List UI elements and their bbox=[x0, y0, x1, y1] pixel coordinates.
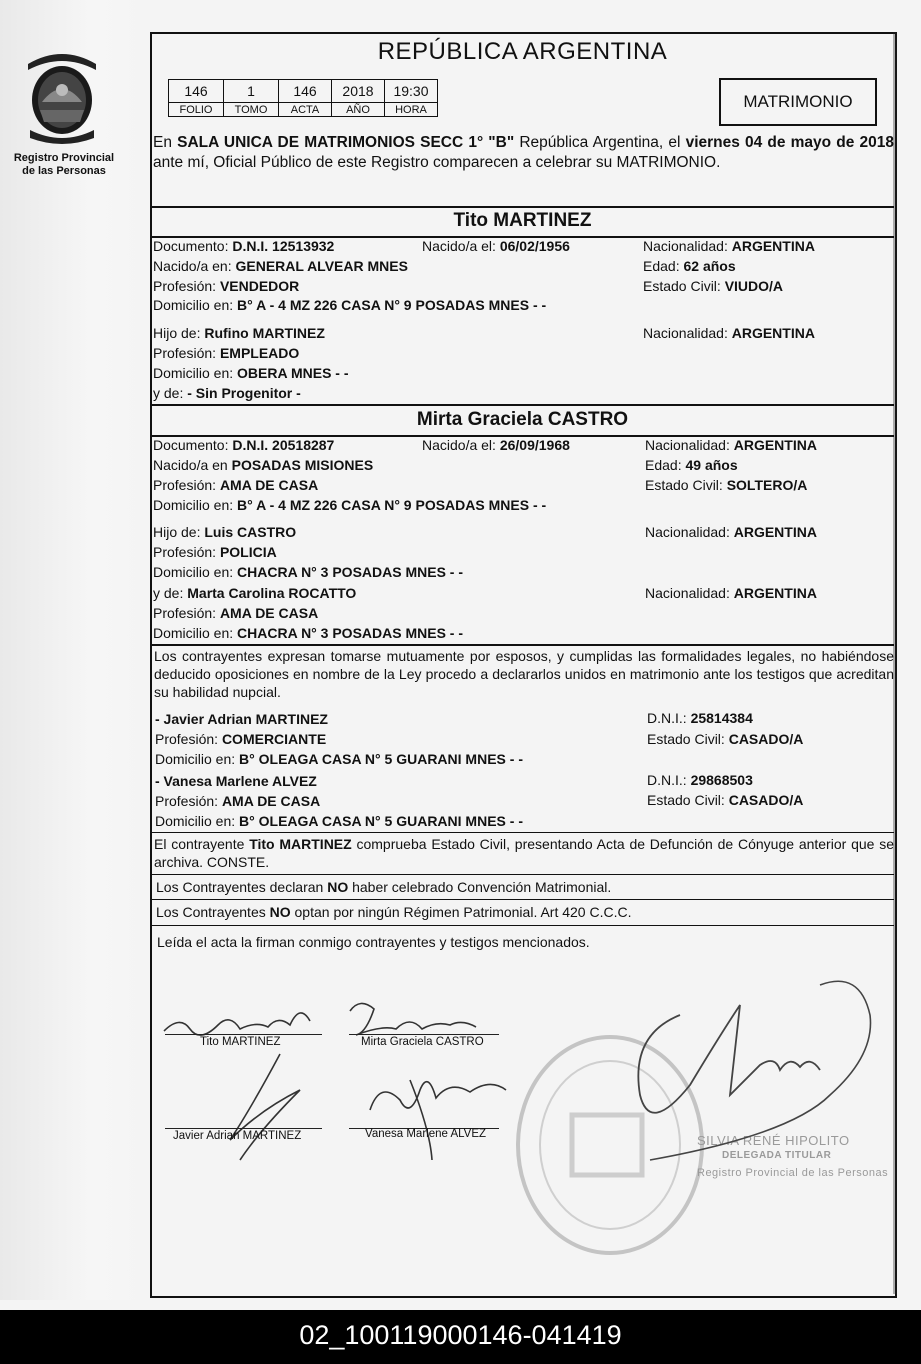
label: Profesión: bbox=[155, 731, 219, 747]
bride-mother bbox=[153, 585, 356, 602]
groom-birthplace: GENERAL ALVEAR MNES bbox=[235, 258, 408, 274]
witness-1-civil-status bbox=[647, 731, 803, 748]
witness-1-dni bbox=[647, 710, 753, 727]
value: AMA DE CASA bbox=[221, 793, 321, 809]
value: - Javier Adrian MARTINEZ bbox=[155, 711, 328, 727]
value: Marta Carolina ROCATTO bbox=[187, 585, 357, 601]
convention-statement bbox=[156, 878, 896, 896]
groom-born-on bbox=[422, 238, 570, 255]
label: D.N.I.: bbox=[647, 710, 687, 726]
signature-line bbox=[165, 1128, 322, 1129]
bride-born-on bbox=[422, 437, 570, 454]
intro-text-2: República Argentina, el bbox=[514, 134, 686, 151]
bride-born-in bbox=[153, 457, 373, 474]
bride-civil-status bbox=[645, 477, 807, 494]
value: Luis CASTRO bbox=[204, 524, 297, 540]
divider bbox=[151, 899, 894, 900]
label: Documento: bbox=[153, 238, 229, 254]
text: Los Contrayentes declaran bbox=[156, 879, 328, 895]
label: Nacionalidad: bbox=[643, 325, 728, 341]
witness-1-address bbox=[155, 751, 523, 768]
label: Profesión: bbox=[155, 793, 219, 809]
groom-address-value: B° A - 4 MZ 226 CASA N° 9 POSADAS MNES - - bbox=[237, 297, 547, 313]
officer-agency: Registro Provincial de las Personas bbox=[697, 1167, 889, 1179]
divider bbox=[151, 925, 894, 926]
value: POLICIA bbox=[219, 544, 277, 560]
closing-statement: Leída el acta la firman conmigo contrayentes y testigos mencionados. bbox=[157, 934, 590, 950]
groom-document bbox=[153, 238, 334, 255]
officer-name: SILVIA RENÉ HIPOLITO bbox=[697, 1133, 850, 1148]
label: Hijo de: bbox=[153, 325, 201, 341]
intro-venue: SALA UNICA DE MATRIMONIOS SECC 1° "B" bbox=[177, 134, 515, 151]
acta-value: 146 bbox=[279, 80, 332, 103]
text-bold: NO bbox=[327, 879, 349, 895]
tomo-value: 1 bbox=[224, 80, 279, 103]
groom-name: Tito MARTINEZ bbox=[453, 210, 592, 231]
label: Documento: bbox=[153, 437, 229, 453]
intro-date: viernes 04 de mayo de 2018 bbox=[685, 134, 894, 151]
label: Edad: bbox=[643, 258, 680, 274]
label: Edad: bbox=[645, 457, 682, 473]
witness-2-signature-name: Vanesa Marlene ALVEZ bbox=[365, 1128, 487, 1140]
value: EMPLEADO bbox=[219, 345, 300, 361]
hour-label: HORA bbox=[385, 103, 438, 117]
groom-born-in bbox=[153, 258, 408, 275]
officer-title: DELEGADA TITULAR bbox=[722, 1150, 832, 1161]
label: Domicilio en: bbox=[155, 813, 236, 829]
label: Nacionalidad: bbox=[645, 524, 730, 540]
value: ARGENTINA bbox=[733, 524, 817, 540]
witness-2-address bbox=[155, 813, 523, 830]
bride-age bbox=[645, 457, 738, 474]
witness-2-civil-status bbox=[647, 792, 803, 809]
country-title: REPÚBLICA ARGENTINA bbox=[377, 38, 668, 65]
label: Domicilio en: bbox=[153, 625, 234, 641]
bride-address bbox=[153, 497, 546, 514]
coat-of-arms-logo bbox=[22, 46, 102, 146]
value: ARGENTINA bbox=[733, 585, 817, 601]
declaration-paragraph: Los contrayentes expresan tomarse mutuamente por esposos, y cumplidas las formalidades legales, no habiéndose deducido oposiciones en nombre de la Ley procedo a declararlos unidos en matrimonio ante los testigos que acreditan su habilidad nupcial. bbox=[154, 648, 894, 700]
value: ARGENTINA bbox=[731, 325, 815, 341]
bride-father-profession bbox=[153, 544, 277, 561]
text-bold: NO bbox=[269, 904, 291, 920]
signature-line bbox=[165, 1034, 322, 1035]
scan-shadow bbox=[0, 0, 150, 1300]
label: Nacionalidad: bbox=[645, 437, 730, 453]
label: y de: bbox=[153, 585, 184, 601]
label: Nacido/a el: bbox=[422, 238, 496, 254]
divider bbox=[151, 644, 894, 646]
label: Hijo de: bbox=[153, 524, 201, 540]
groom-father-nationality bbox=[643, 325, 815, 342]
value: CHACRA N° 3 POSADAS MNES - - bbox=[237, 625, 464, 641]
text: optan por ningún Régimen Patrimonial. Art 420 C.C.C. bbox=[290, 904, 632, 920]
groom-civil-status bbox=[643, 278, 783, 295]
value: COMERCIANTE bbox=[221, 731, 327, 747]
officer-signature bbox=[590, 975, 890, 1165]
witness-2-dni bbox=[647, 772, 753, 789]
label: Profesión: bbox=[153, 345, 217, 361]
registry-table bbox=[168, 79, 438, 117]
bride-father-nationality bbox=[645, 524, 817, 541]
year-value: 2018 bbox=[332, 80, 385, 103]
label: Nacido/a el: bbox=[422, 437, 496, 453]
value: CASADO/A bbox=[728, 731, 804, 747]
value: 25814384 bbox=[690, 710, 753, 726]
bride-dni: D.N.I. 20518287 bbox=[232, 437, 335, 453]
value: ARGENTINA bbox=[733, 437, 817, 453]
label: D.N.I.: bbox=[647, 772, 687, 788]
text: Los Contrayentes bbox=[156, 904, 270, 920]
intro-text-1: En bbox=[153, 134, 178, 151]
groom-dni: D.N.I. 12513932 bbox=[232, 238, 335, 254]
label: Domicilio en: bbox=[153, 564, 234, 580]
record-type-box: MATRIMONIO bbox=[719, 78, 877, 126]
text-bold: Tito MARTINEZ bbox=[249, 836, 352, 852]
agency-line-1: Registro Provincial bbox=[13, 152, 115, 164]
label: Nacionalidad: bbox=[643, 238, 728, 254]
groom-birthdate: 06/02/1956 bbox=[499, 238, 570, 254]
groom-address bbox=[153, 297, 546, 314]
label: Domicilio en: bbox=[153, 497, 234, 513]
groom-mother bbox=[153, 385, 301, 402]
civil-status-note bbox=[154, 835, 894, 871]
value: - Sin Progenitor - bbox=[187, 385, 301, 401]
bride-birthdate: 26/09/1968 bbox=[499, 437, 570, 453]
witness-1-profession bbox=[155, 731, 326, 748]
label: Nacido/a en bbox=[153, 457, 228, 473]
value: AMA DE CASA bbox=[219, 477, 319, 493]
label: Domicilio en: bbox=[155, 751, 236, 767]
bride-profession bbox=[153, 477, 318, 494]
label: Profesión: bbox=[153, 278, 217, 294]
bride-document bbox=[153, 437, 334, 454]
bride-mother-nationality bbox=[645, 585, 817, 602]
label: Estado Civil: bbox=[647, 792, 725, 808]
folio-value: 146 bbox=[169, 80, 224, 103]
groom-father-profession bbox=[153, 345, 299, 362]
groom-age bbox=[643, 258, 736, 275]
value: 29868503 bbox=[690, 772, 753, 788]
label: y de: bbox=[153, 385, 184, 401]
bride-birthplace: POSADAS MISIONES bbox=[231, 457, 374, 473]
folio-label: FOLIO bbox=[169, 103, 224, 117]
groom-nationality bbox=[643, 238, 815, 255]
divider bbox=[151, 874, 894, 875]
text: El contrayente bbox=[154, 836, 250, 852]
bride-signature-name: Mirta Graciela CASTRO bbox=[361, 1036, 484, 1048]
groom-father-address bbox=[153, 365, 349, 382]
value: 49 años bbox=[685, 457, 738, 473]
witness-1-name bbox=[155, 711, 328, 728]
bride-mother-profession bbox=[153, 605, 318, 622]
signature-line bbox=[349, 1034, 499, 1035]
label: Estado Civil: bbox=[645, 477, 723, 493]
divider bbox=[151, 832, 894, 833]
text: haber celebrado Convención Matrimonial. bbox=[348, 879, 612, 895]
footer-code: 02_100119000146-041419 bbox=[0, 1310, 921, 1364]
year-label: AÑO bbox=[332, 103, 385, 117]
label: Profesión: bbox=[153, 477, 217, 493]
bride-nationality bbox=[645, 437, 817, 454]
value: OBERA MNES - - bbox=[237, 365, 349, 381]
label: Estado Civil: bbox=[647, 731, 725, 747]
value: - Vanesa Marlene ALVEZ bbox=[155, 773, 317, 789]
witness-2-profession bbox=[155, 793, 320, 810]
groom-father bbox=[153, 325, 325, 342]
acta-label: ACTA bbox=[279, 103, 332, 117]
value: AMA DE CASA bbox=[219, 605, 319, 621]
witness-2-name bbox=[155, 773, 317, 790]
regime-statement bbox=[156, 903, 896, 921]
witness-1-signature-name: Javier Adrian MARTINEZ bbox=[173, 1130, 302, 1142]
intro-text-3: ante mí, Oficial Público de este Registro comparecen a celebrar su MATRIMONIO. bbox=[153, 154, 721, 171]
value: CASADO/A bbox=[728, 792, 804, 808]
agency-line-2: de las Personas bbox=[22, 165, 106, 177]
label: Nacido/a en: bbox=[153, 258, 232, 274]
groom-signature-name: Tito MARTINEZ bbox=[200, 1036, 281, 1048]
hour-value: 19:30 bbox=[385, 80, 438, 103]
agency-caption bbox=[4, 152, 124, 178]
bride-father bbox=[153, 524, 296, 541]
label: Estado Civil: bbox=[643, 278, 721, 294]
witness-signatures bbox=[170, 1050, 520, 1170]
label: Nacionalidad: bbox=[645, 585, 730, 601]
intro-paragraph bbox=[153, 133, 894, 173]
label: Domicilio en: bbox=[153, 297, 234, 313]
groom-father-name: Rufino MARTINEZ bbox=[204, 325, 325, 341]
label: Profesión: bbox=[153, 605, 217, 621]
groom-profession bbox=[153, 278, 299, 295]
bride-mother-address bbox=[153, 625, 463, 642]
divider bbox=[151, 206, 894, 208]
tomo-label: TOMO bbox=[224, 103, 279, 117]
groom-nationality-value: ARGENTINA bbox=[731, 238, 815, 254]
groom-profession-value: VENDEDOR bbox=[219, 278, 300, 294]
divider bbox=[151, 404, 894, 406]
text: comprueba Estado Civil, presentando Acta de Defunción de Cónyuge anterior que se archiva. CONSTE. bbox=[154, 836, 894, 870]
bride-name: Mirta Graciela CASTRO bbox=[416, 409, 629, 430]
value: B° OLEAGA CASA N° 5 GUARANI MNES - - bbox=[239, 751, 523, 767]
value: B° OLEAGA CASA N° 5 GUARANI MNES - - bbox=[239, 813, 523, 829]
label: Domicilio en: bbox=[153, 365, 234, 381]
groom-age-value: 62 años bbox=[683, 258, 736, 274]
value: SOLTERO/A bbox=[726, 477, 808, 493]
label: Profesión: bbox=[153, 544, 217, 560]
value: B° A - 4 MZ 226 CASA N° 9 POSADAS MNES - - bbox=[237, 497, 547, 513]
bride-father-address bbox=[153, 564, 463, 581]
groom-civil-value: VIUDO/A bbox=[724, 278, 784, 294]
value: CHACRA N° 3 POSADAS MNES - - bbox=[237, 564, 464, 580]
